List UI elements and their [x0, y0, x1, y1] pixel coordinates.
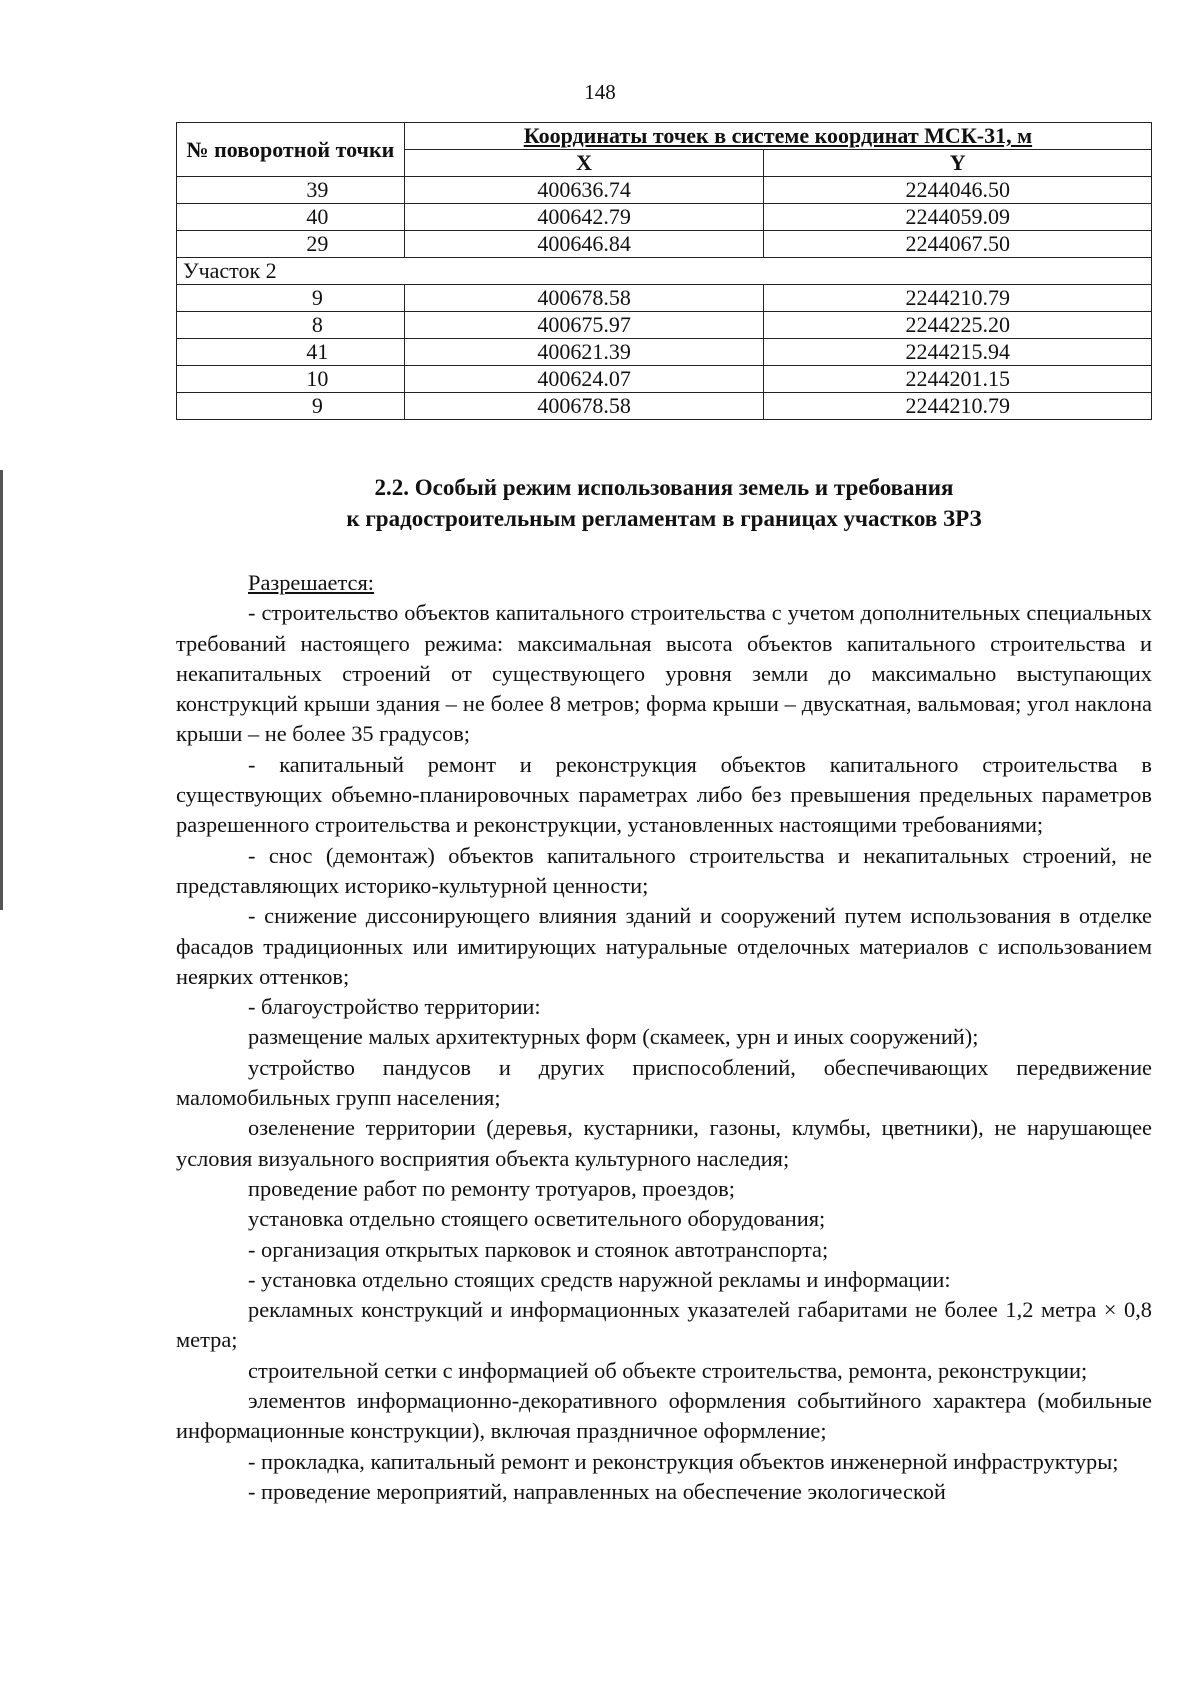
point-number-header: № поворотной точки [177, 123, 405, 177]
table-body-section-1 [177, 177, 1152, 258]
point-number-cell: 9 [177, 285, 405, 312]
point-number-cell: 40 [177, 204, 405, 231]
body-paragraph: установка отдельно стоящего осветительного оборудования; [248, 1206, 826, 1232]
x-coordinate-cell: 400624.07 [404, 366, 764, 393]
table-row [177, 366, 1152, 393]
point-number-cell: 9 [177, 393, 405, 420]
section-heading [176, 472, 1152, 534]
x-coordinate-cell: 400642.79 [404, 204, 764, 231]
body-paragraph: - снижение диссонирующего влияния зданий и сооружений путем использования в отделке фасадов традиционных или имитирующих натуральные отделочных материалов с использованием неярких оттенков; [176, 903, 1152, 989]
body-paragraph: - капитальный ремонт и реконструкция объектов капитального строительства в существующих объемно-планировочных параметрах либо без превышения предельных параметров разрешенного строительства и реконструкции, установленных настоящими требованиями; [176, 751, 1152, 838]
point-number-cell: 10 [177, 366, 405, 393]
scan-edge-mark [0, 470, 3, 910]
table-row [177, 231, 1152, 258]
body-paragraph: - строительство объектов капитального строительства с учетом дополнительных специальных требований настоящего режима: максимальная высота объектов капитального строительства и некапитальных строений от существующего уровня земли до максимально выступающих конструкций крыши здания – не более 8 метров; форма крыши – двускатная, вальмовая; угол наклона крыши – не более 35 градусов; [176, 600, 1152, 747]
heading-line-1: 2.2. Особый режим использования земель и требования [374, 475, 954, 500]
body-text [176, 568, 1152, 1507]
point-number-cell: 39 [177, 177, 405, 204]
y-coordinate-cell: 2244215.94 [764, 339, 1152, 366]
y-coordinate-cell: 2244046.50 [764, 177, 1152, 204]
y-coordinate-cell: 2244059.09 [764, 204, 1152, 231]
body-paragraph: - благоустройство территории: [248, 994, 541, 1020]
table-row [177, 285, 1152, 312]
table-header-row [177, 123, 1152, 150]
x-coordinate-cell: 400621.39 [404, 339, 764, 366]
body-paragraph: - снос (демонтаж) объектов капитального строительства и некапитальных строений, не представляющих историко-культурной ценности; [176, 842, 1152, 898]
body-paragraph: рекламных конструкций и информационных указателей габаритами не более 1,2 метра × 0,8 метра; [176, 1297, 1152, 1353]
allowed-label: Разрешается: [248, 570, 375, 595]
point-number-cell: 29 [177, 231, 405, 258]
table-row [177, 339, 1152, 366]
section-label: Участок 2 [177, 258, 1152, 285]
page-number: 148 [584, 80, 616, 104]
point-number-cell: 41 [177, 339, 405, 366]
body-paragraph: размещение малых архитектурных форм (скамеек, урн и иных сооружений); [248, 1024, 979, 1050]
body-paragraph: озеленение территории (деревья, кустарники, газоны, клумбы, цветники), не нарушающее условия визуального восприятия объекта культурного наследия; [176, 1115, 1152, 1171]
body-paragraph: - организация открытых парковок и стоянок автотранспорта; [248, 1236, 829, 1262]
y-coordinate-cell: 2244225.20 [764, 312, 1152, 339]
table-body-section-2 [177, 285, 1152, 420]
y-column-header: Y [764, 150, 1152, 177]
coordinates-table [176, 122, 1152, 420]
table-section-row [177, 258, 1152, 285]
y-coordinate-cell: 2244210.79 [764, 285, 1152, 312]
table-row [177, 177, 1152, 204]
body-paragraph: - прокладка, капитальный ремонт и реконструкция объектов инженерной инфраструктуры; [248, 1448, 1119, 1474]
y-coordinate-cell: 2244210.79 [764, 393, 1152, 420]
point-number-cell: 8 [177, 312, 405, 339]
body-paragraph: проведение работ по ремонту тротуаров, проездов; [248, 1175, 735, 1201]
table-row [177, 204, 1152, 231]
body-paragraph: - установка отдельно стоящих средств наружной рекламы и информации: [248, 1266, 951, 1292]
x-coordinate-cell: 400678.58 [404, 393, 764, 420]
body-paragraph: элементов информационно-декоративного оформления событийного характера (мобильные информационные конструкции), включая праздничное оформление; [176, 1388, 1152, 1444]
heading-line-2: к градостроительным регламентам в границах участков ЗРЗ [346, 506, 982, 531]
x-coordinate-cell: 400678.58 [404, 285, 764, 312]
body-paragraph: устройство пандусов и других приспособлений, обеспечивающих передвижение маломобильных групп населения; [176, 1054, 1152, 1111]
body-paragraph: - проведение мероприятий, направленных на обеспечение экологической [248, 1478, 946, 1504]
table-row [177, 393, 1152, 420]
y-coordinate-cell: 2244201.15 [764, 366, 1152, 393]
x-column-header: X [404, 150, 764, 177]
y-coordinate-cell: 2244067.50 [764, 231, 1152, 258]
x-coordinate-cell: 400675.97 [404, 312, 764, 339]
x-coordinate-cell: 400636.74 [404, 177, 764, 204]
table-row [177, 312, 1152, 339]
x-coordinate-cell: 400646.84 [404, 231, 764, 258]
body-paragraph: строительной сетки с информацией об объекте строительства, ремонта, реконструкции; [248, 1357, 1088, 1383]
coordinates-header: Координаты точек в системе координат МСК-31, м [404, 123, 1151, 150]
